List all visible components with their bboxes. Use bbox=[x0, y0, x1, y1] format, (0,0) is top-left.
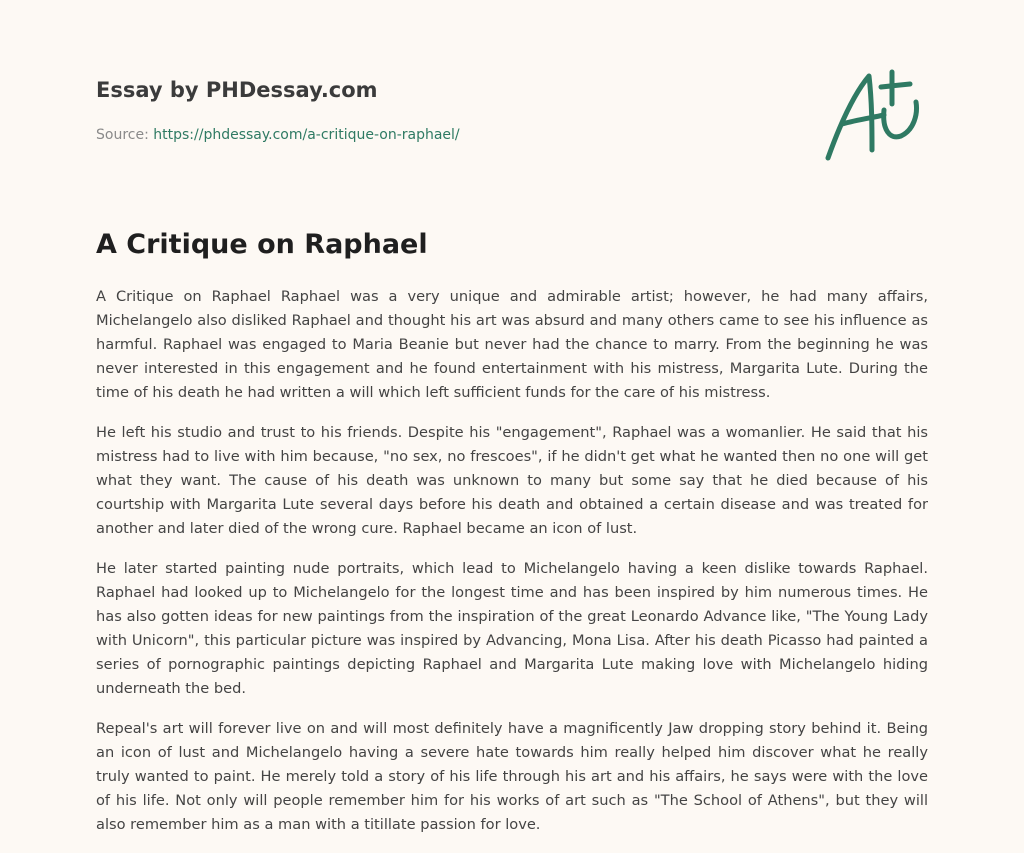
brand-title: Essay by PHDessay.com bbox=[96, 78, 378, 102]
article-paragraph: He later started painting nude portraits, which lead to Michelangelo having a keen dislike towards Raphael. Raphael had looked up to Michelangelo for the longest time and has been inspired by him numerous times. He has also gotten ideas for new paintings from the inspiration of the great Leonardo Advance like, "The Young Lady with Unicorn", this particular picture was inspired by Advancing, Mona Lisa. After his death Picasso had painted a series of pornographic paintings depicting Raphael and Margarita Lute making love with Michelangelo hiding underneath the bed. bbox=[96, 560, 928, 697]
source-line bbox=[96, 125, 796, 145]
a-plus-logo-icon bbox=[822, 66, 928, 164]
article-body bbox=[96, 285, 928, 853]
article-paragraph: He left his studio and trust to his friends. Despite his "engagement", Raphael was a womanlier. He said that his mistress had to live with him because, "no sex, no frescoes", if he didn't get what he wanted then no one will get what they want. The cause of his death was unknown to many but some say that he died because of his courtship with Margarita Lute several days before his death and obtained a certain disease and was treated for another and later died of the wrong cure. Raphael became an icon of lust. bbox=[96, 424, 928, 537]
essay-header bbox=[96, 76, 796, 145]
source-link[interactable]: https://phdessay.com/a-critique-on-raphael/ bbox=[153, 127, 460, 143]
article-title: A Critique on Raphael bbox=[96, 229, 428, 260]
article-paragraph: Repeal's art will forever live on and will most definitely have a magnificently Jaw dropping story behind it. Being an icon of lust and Michelangelo having a severe hate towards him really helped him discover what he really truly wanted to paint. He merely told a story of his life through his art and his affairs, he says were with the love of his life. Not only will people remember him for his works of art such as "The School of Athens", but they will also remember him as a man with a titillate passion for love. bbox=[96, 720, 928, 833]
source-label: Source: bbox=[96, 127, 154, 143]
article-paragraph: A Critique on Raphael Raphael was a very unique and admirable artist; however, he had many affairs, Michelangelo also disliked Raphael and thought his art was absurd and many others came to see his influence as harmful. Raphael was engaged to Maria Beanie but never had the chance to marry. From the beginning he was never interested in this engagement and he found entertainment with his mistress, Margarita Lute. During the time of his death he had written a will which left sufficient funds for the care of his mistress. bbox=[96, 288, 928, 401]
